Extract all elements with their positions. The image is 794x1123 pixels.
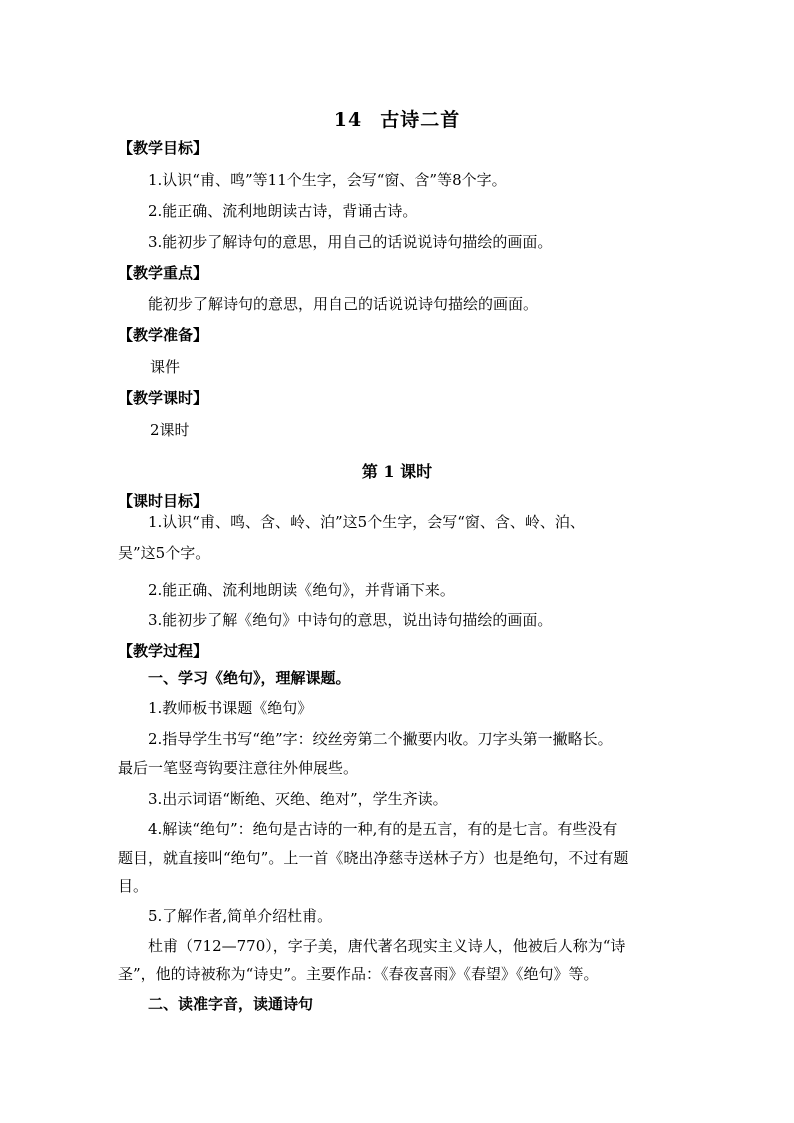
lesson-goal-3: 3.能初步了解《绝句》中诗句的意思，说出诗句描绘的画面。 [148, 611, 553, 629]
prep-text: 课件 [150, 358, 181, 376]
lesson-name: 古诗二首 [380, 109, 461, 131]
page-title [0, 105, 794, 132]
goal-item-3: 3.能初步了解诗句的意思，用自己的话说说诗句描绘的画面。 [148, 233, 553, 251]
hours-text: 2课时 [150, 421, 190, 439]
prep-heading: 【教学准备】 [118, 326, 209, 344]
process-section-2: 二、读准字音，读通诗句 [148, 995, 314, 1013]
goal-item-1: 1.认识“甫、鸣”等11个生字，会写“窗、含”等8个字。 [148, 171, 507, 189]
process-section-1: 一、学习《绝句》，理解课题。 [148, 669, 351, 687]
lesson-goal-1-line-1: 1.认识“甫、鸣、含、岭、泊”这5个生字，会写“窗、含、岭、泊、 [148, 513, 585, 531]
process-step-4-line-1: 4.解读“绝句”：绝句是古诗的一种,有的是五言，有的是七言。有些没有 [148, 820, 618, 838]
goal-item-2: 2.能正确、流利地朗读古诗，背诵古诗。 [148, 202, 418, 220]
process-step-3: 3.出示词语“断绝、灭绝、绝对”，学生齐读。 [148, 790, 448, 808]
lesson-number: 14 [333, 109, 363, 131]
process-step-4-line-3: 目。 [118, 877, 149, 895]
hours-heading: 【教学课时】 [118, 389, 209, 407]
focus-heading: 【教学重点】 [118, 264, 209, 282]
process-step-5: 5.了解作者,简单介绍杜甫。 [148, 907, 333, 925]
process-heading: 【教学过程】 [118, 642, 209, 660]
process-step-2-line-2: 最后一笔竖弯钩要注意往外伸展些。 [118, 759, 359, 777]
process-step-4-line-2: 题目，就直接叫“绝句”。上一首《晓出净慈寺送林子方）也是绝句，不过有题 [118, 849, 629, 867]
lesson-goal-1-line-2: 吴”这5个字。 [118, 544, 211, 562]
goals-heading: 【教学目标】 [118, 139, 209, 157]
lesson-goal-2: 2.能正确、流利地朗读《绝句》，并背诵下来。 [148, 581, 455, 599]
lesson-goals-heading: 【课时目标】 [118, 492, 209, 510]
author-intro-line-2: 圣”，他的诗被称为“诗史”。主要作品：《春夜喜雨》《春望》《绝句》等。 [118, 965, 599, 983]
process-step-1: 1.教师板书课题《绝句》 [148, 699, 313, 717]
author-intro-line-1: 杜甫（712—770），字子美，唐代著名现实主义诗人，他被后人称为“诗 [148, 937, 626, 955]
process-step-2-line-1: 2.指导学生书写“绝”字：绞丝旁第二个撇要内收。刀字头第一撇略长。 [148, 730, 613, 748]
focus-text: 能初步了解诗句的意思，用自己的话说说诗句描绘的画面。 [148, 295, 539, 313]
lesson-section-title: 第 1 课时 [361, 462, 433, 481]
